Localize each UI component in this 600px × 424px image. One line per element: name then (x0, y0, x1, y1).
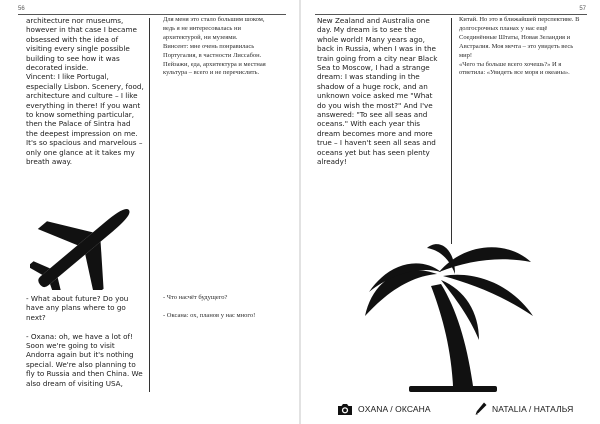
english-paragraph: - What about future? Do you have any plans where to go next? - Oxana: oh, we have a lot of! Soon we're going to visit Andorra again but it's nothing special. We're also planning to fly to Russia and then China. We also dream of visiting USA, (26, 294, 143, 388)
right-page (301, 0, 600, 424)
left-page (0, 0, 299, 424)
photo-credit (337, 401, 431, 417)
pencil-icon (475, 402, 487, 416)
column-divider (149, 18, 150, 392)
page-number: 56 (18, 6, 25, 12)
photo-credit-label: OXANA / ОКСАНА (358, 404, 431, 414)
text-credit-label: NATALIA / НАТАЛЬЯ (492, 404, 574, 414)
airplane-icon (30, 200, 140, 290)
english-paragraph: architecture nor museums, however in that case I became obsessed with the idea of visiting every single possible building to see how it was decorated inside. Vincent: I like Portugal, especially Lisbon. Scenery, food, architecture and culture – I like everything in there! If you want to know something particular, then the Palace of Sintra had the deepest impression on me. It's so spacious and marvelous – only one glance at it takes my breath away. (26, 16, 144, 167)
column-divider (451, 18, 452, 244)
text-credit (475, 401, 573, 417)
palm-tree-icon (361, 240, 541, 392)
russian-paragraph: Для меня это стало большим шоком, ведь я не интересовалась ни архитектурой, ни музеями. Винсент: мне очень понравилась Португалия, в частности Лиссабон. Пейзажи, еда, архитектура и местная культура – всего и не перечислить. (163, 16, 266, 77)
page-number: 57 (579, 6, 586, 12)
english-paragraph: New Zealand and Australia one day. My dream is to see the whole world! Many years ago, back in Russia, when I was in the train going from a city near Black Sea to Moscow, I had a strange dream: I was standing in the shadow of a huge rock, and an unknown voice asked me "What do you wish the most?" And I've answered: "To see all seas and oceans." With each year this dream becomes more and more true – I haven't seen all seas and oceans yet but has seen plenty already! (317, 16, 438, 167)
russian-paragraph: Китай. Но это в ближайшей перспективе. В долгосрочных планах у нас ещё Соединённые Штаты, Новая Зеландия и Австралия. Моя мечта – это увидеть весь мир! «Чего ты больше всего хочешь?» И я ответила: «Увидеть все моря и океаны». (459, 16, 580, 77)
header-rule (18, 14, 286, 15)
russian-paragraph: - Что насчёт будущего? - Оксана: ох, планов у нас много! (163, 294, 256, 319)
header-rule (315, 14, 587, 15)
camera-icon (337, 403, 353, 416)
